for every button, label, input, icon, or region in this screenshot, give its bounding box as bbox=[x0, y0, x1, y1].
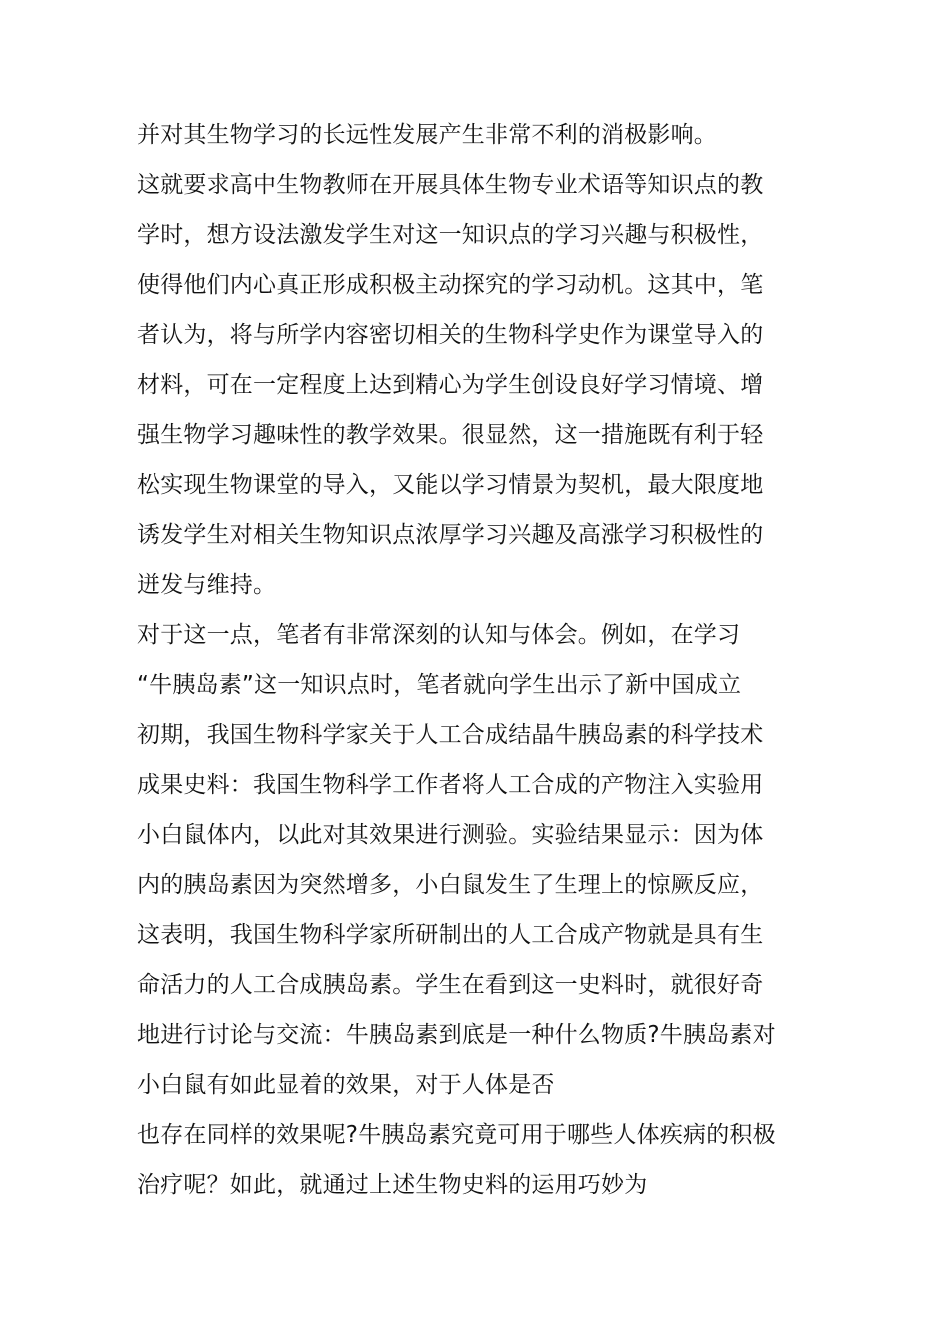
text-line: 这表明，我国生物科学家所研制出的人工合成产物就是具有生 bbox=[137, 922, 764, 948]
text-line: 也存在同样的效果呢?牛胰岛素究竟可用于哪些人体疾病的积极 bbox=[137, 1122, 776, 1148]
text-line: 内的胰岛素因为突然增多，小白鼠发生了生理上的惊厥反应， bbox=[137, 872, 764, 898]
text-line: 诱发学生对相关生物知识点浓厚学习兴趣及高涨学习积极性的 bbox=[137, 522, 764, 548]
text-line: 者认为，将与所学内容密切相关的生物科学史作为课堂导入的 bbox=[137, 322, 764, 348]
text-line: 松实现生物课堂的导入，又能以学习情景为契机，最大限度地 bbox=[137, 472, 764, 498]
text-line: 迸发与维持。 bbox=[137, 572, 277, 598]
text-line: 对于这一点，笔者有非常深刻的认知与体会。例如，在学习 bbox=[137, 622, 741, 648]
text-line: 使得他们内心真正形成积极主动探究的学习动机。这其中，笔 bbox=[137, 272, 764, 298]
text-line: 小白鼠有如此显着的效果，对于人体是否 bbox=[137, 1072, 555, 1098]
text-line: 材料，可在一定程度上达到精心为学生创设良好学习情境、增 bbox=[137, 372, 764, 398]
text-line: 治疗呢？如此，就通过上述生物史料的运用巧妙为 bbox=[137, 1172, 648, 1198]
text-line: 小白鼠体内，以此对其效果进行测验。实验结果显示：因为体 bbox=[137, 822, 764, 848]
text-line: 成果史料：我国生物科学工作者将人工合成的产物注入实验用 bbox=[137, 772, 764, 798]
text-line: 学时，想方设法激发学生对这一知识点的学习兴趣与积极性， bbox=[137, 222, 764, 248]
text-line: 命活力的人工合成胰岛素。学生在看到这一史料时，就很好奇 bbox=[137, 972, 764, 998]
body-text bbox=[137, 110, 837, 1210]
text-line: “牛胰岛素”这一知识点时，笔者就向学生出示了新中国成立 bbox=[137, 672, 742, 698]
text-line: 地进行讨论与交流：牛胰岛素到底是一种什么物质?牛胰岛素对 bbox=[137, 1022, 776, 1048]
text-line: 初期，我国生物科学家关于人工合成结晶牛胰岛素的科学技术 bbox=[137, 722, 764, 748]
text-line: 这就要求高中生物教师在开展具体生物专业术语等知识点的教 bbox=[137, 172, 764, 198]
text-line: 并对其生物学习的长远性发展产生非常不利的消极影响。 bbox=[137, 122, 717, 148]
text-line: 强生物学习趣味性的教学效果。很显然，这一措施既有利于轻 bbox=[137, 422, 764, 448]
